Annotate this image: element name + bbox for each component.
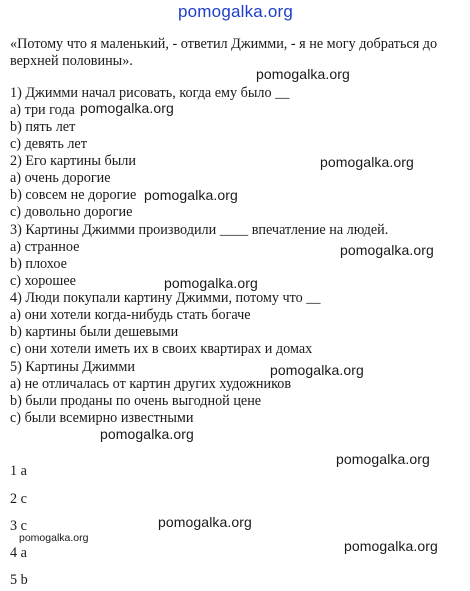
answer-4: 4 a xyxy=(10,545,27,561)
answer-2: 2 c xyxy=(10,491,27,507)
watermark: pomogalka.org xyxy=(158,514,252,530)
question-3: 3) Картины Джимми производили ____ впечатление на людей. xyxy=(10,222,389,238)
question-2-option-b: b) совсем не дорогие xyxy=(10,187,137,203)
watermark-small: pomogalka.org xyxy=(19,532,89,544)
watermark: pomogalka.org xyxy=(164,275,258,291)
watermark: pomogalka.org xyxy=(336,451,430,467)
question-5-option-a: a) не отличалась от картин других художников xyxy=(10,376,292,392)
question-2: 2) Его картины были xyxy=(10,153,136,169)
watermark: pomogalka.org xyxy=(256,66,350,82)
question-4-option-c: c) они хотели иметь их в своих квартирах и домах xyxy=(10,341,313,357)
question-5-option-c: c) были всемирно известными xyxy=(10,410,194,426)
question-5: 5) Картины Джимми xyxy=(10,359,135,375)
question-4-option-a: a) они хотели когда-нибудь стать богаче xyxy=(10,307,251,323)
question-1-option-c: c) девять лет xyxy=(10,136,87,152)
question-2-option-c: c) довольно дорогие xyxy=(10,204,133,220)
question-2-option-a: a) очень дорогие xyxy=(10,170,111,186)
question-1-option-b: b) пять лет xyxy=(10,119,76,135)
answer-5: 5 b xyxy=(10,572,28,588)
answer-1: 1 a xyxy=(10,463,27,479)
question-1: 1) Джимми начал рисовать, когда ему было __ xyxy=(10,85,290,101)
question-3-option-c: c) хорошее xyxy=(10,273,76,289)
question-4: 4) Люди покупали картину Джимми, потому что __ xyxy=(10,290,321,306)
watermark: pomogalka.org xyxy=(320,154,414,170)
watermark: pomogalka.org xyxy=(100,426,194,442)
answer-3: 3 c xyxy=(10,518,27,534)
question-5-option-b: b) были проданы по очень выгодной цене xyxy=(10,393,262,409)
watermark: pomogalka.org xyxy=(270,362,364,378)
watermark: pomogalka.org xyxy=(144,187,238,203)
watermark: pomogalka.org xyxy=(344,538,438,554)
watermark: pomogalka.org xyxy=(80,100,174,116)
question-3-option-b: b) плохое xyxy=(10,256,67,272)
question-4-option-b: b) картины были дешевыми xyxy=(10,324,179,340)
quote-text: «Потому что я маленький, - ответил Джимми, - я не могу добраться до верхней половины». xyxy=(10,36,438,69)
question-3-option-a: a) странное xyxy=(10,239,80,255)
watermark: pomogalka.org xyxy=(340,242,434,258)
question-1-option-a: a) три года xyxy=(10,102,75,118)
top-watermark: pomogalka.org xyxy=(178,2,294,21)
